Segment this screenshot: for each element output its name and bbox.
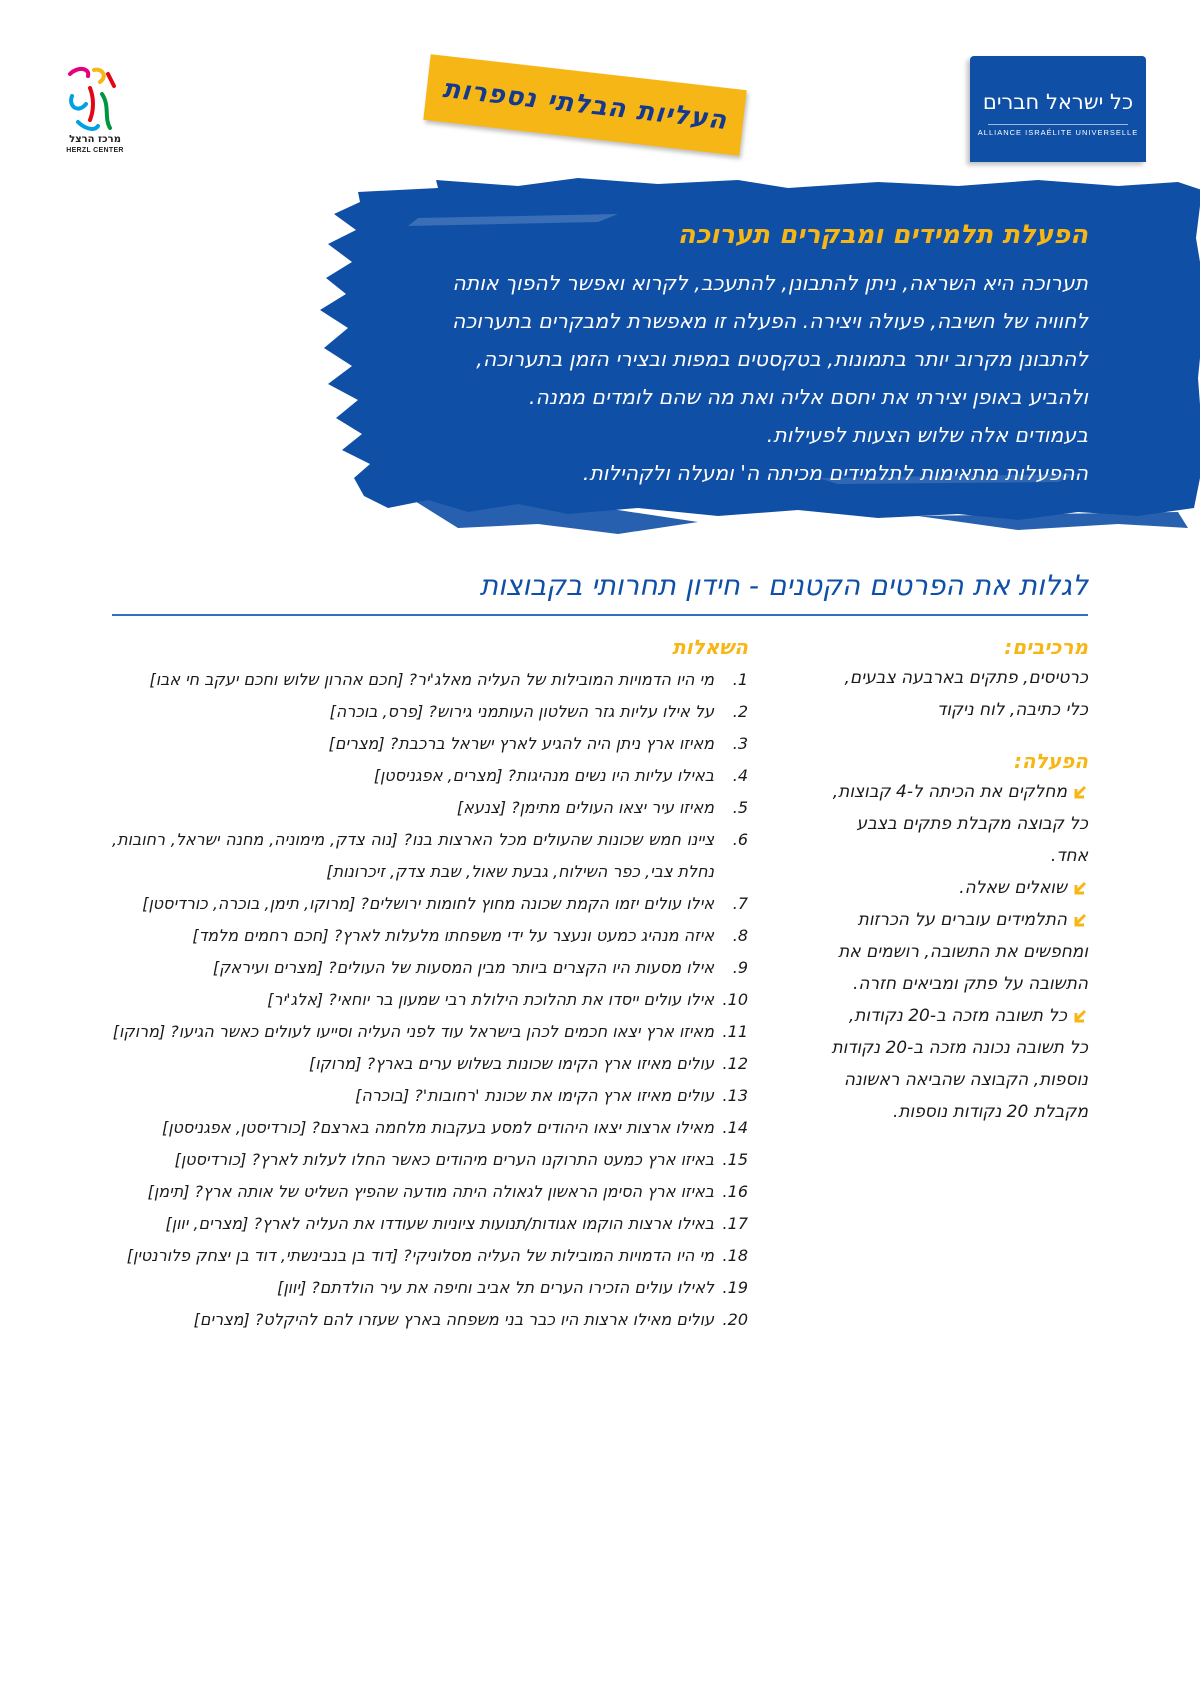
- question-item: [112, 1208, 748, 1240]
- question-item: [112, 728, 748, 760]
- question-number: 6.: [732, 830, 748, 849]
- intro-line: לחוויה של חשיבה, פעולה ויצירה. הפעלה זו מאפשרת למבקרים בתערוכה: [452, 309, 1088, 333]
- question-item: [112, 888, 748, 920]
- question-item: [112, 1048, 748, 1080]
- question-number: 14.: [722, 1118, 748, 1137]
- question-item: [112, 664, 748, 696]
- question-number: 8.: [732, 926, 748, 945]
- instructions-column: [826, 632, 1088, 1128]
- question-text: באיזו ארץ כמעט התרוקנו הערים מיהודים כאשר החלו לעלות לארץ? [כורדיסטן]: [174, 1150, 714, 1169]
- question-text: עולים מאילו ארצות היו כבר בני משפחה בארץ שעזרו להם להיקלט? [מצרים]: [193, 1310, 714, 1329]
- question-item: [112, 760, 748, 792]
- activity-step: [826, 904, 1088, 1000]
- question-item: [112, 1080, 748, 1112]
- question-number: 2.: [732, 702, 748, 721]
- components-title: מרכיבים:: [1004, 635, 1088, 659]
- activity-step-text: מחלקים את הכיתה ל-4 קבוצות, כל קבוצה מקבלת פתקים בצבע אחד.: [832, 782, 1088, 866]
- activity-step-text: התלמידים עוברים על הכרזות ומחפשים את התשובה, רושמים את התשובה על פתק ומביאים חזרה.: [838, 910, 1088, 994]
- question-item: [112, 1144, 748, 1176]
- activity-step-text: כל תשובה מזכה ב-20 נקודות, כל תשובה נכונה מזכה ב-20 נקודות נוספות, הקבוצה שהביאה ראשונה מקבלת 20 נקודות נוספות.: [831, 1006, 1088, 1122]
- question-text: אילו מסעות היו הקצרים ביותר מבין המסעות של העולים? [מצרים ועיראק]: [212, 958, 714, 977]
- activity-step: [826, 1000, 1088, 1128]
- questions-title: השאלות: [672, 635, 748, 659]
- question-item: [112, 824, 748, 888]
- activity-step-text: שואלים שאלה.: [959, 878, 1067, 898]
- question-number: 11.: [722, 1022, 748, 1041]
- question-item: [112, 1240, 748, 1272]
- activity-step: [826, 776, 1088, 872]
- herzl-logo-hebrew: מרכז הרצל: [69, 134, 121, 145]
- question-text: ציינו חמש שכונות שהעולים מכל הארצות בנו? [נוה צדק, מימוניה, מחנה ישראל, רחובות, נחלת צבי, כפר השילוח, גבעת שאול, שבת צדק, זיכרונות]: [112, 830, 714, 881]
- question-text: איזה מנהיג כמעט ונעצר על ידי משפחתו מלעלות לארץ? [חכם רחמים מלמד]: [192, 926, 714, 945]
- question-number: 19.: [722, 1278, 748, 1297]
- question-text: אילו עולים ייסדו את תהלוכת הילולת רבי שמעון בר יוחאי? [אלג'יר]: [267, 990, 714, 1009]
- components-text: כרטיסים, פתקים בארבעה צבעים, כלי כתיבה, לוח ניקוד: [844, 668, 1088, 720]
- herzl-logo-mark-icon: [64, 66, 126, 136]
- alliance-logo-hebrew: כל ישראל חברים: [982, 90, 1134, 114]
- question-item: [112, 696, 748, 728]
- intro-line: ההפעלות מתאימות לתלמידים מכיתה ה' ומעלה ולקהילות.: [582, 461, 1088, 485]
- question-text: באיזו ארץ הסימן הראשון לגאולה היתה מודעה שהפיץ השליט של אותה ארץ? [תימן]: [147, 1182, 714, 1201]
- alliance-logo-divider: [988, 124, 1128, 125]
- question-text: מאיזו ארץ ניתן היה להגיע לארץ ישראל ברכבת? [מצרים]: [328, 734, 714, 753]
- activity-title: הפעלה:: [1013, 749, 1088, 773]
- question-number: 5.: [732, 798, 748, 817]
- question-number: 4.: [732, 766, 748, 785]
- question-number: 17.: [722, 1214, 748, 1233]
- question-text: מי היו הדמויות המובילות של העליה מסלוניקי? [דוד בן בנבינשתי, דוד בן יצחק פלורנטין]: [126, 1246, 714, 1265]
- question-number: 3.: [732, 734, 748, 753]
- question-text: מאיזו ארץ יצאו חכמים לכהן בישראל עוד לפני העליה וסייעו לעולים כאשר הגיעו? [מרוקו]: [112, 1022, 714, 1041]
- intro-line: תערוכה היא השראה, ניתן להתבונן, להתעכב, לקרוא ואפשר להפוך אותה: [452, 271, 1088, 295]
- question-number: 1.: [732, 670, 748, 689]
- arrow-bullet-icon: [1073, 913, 1088, 928]
- question-text: באילו ארצות הוקמו אגודות/תנועות ציוניות שעודדו את העליה לארץ? [מצרים, יוון]: [165, 1214, 714, 1233]
- section-divider: [112, 614, 1088, 616]
- question-item: [112, 1304, 748, 1336]
- question-number: 15.: [722, 1150, 748, 1169]
- herzl-logo-english: HERZL CENTER: [66, 147, 124, 154]
- question-number: 9.: [732, 958, 748, 977]
- question-text: באילו עליות היו נשים מנהיגות? [מצרים, אפגניסטן]: [373, 766, 714, 785]
- questions-column: [112, 632, 748, 1336]
- question-text: עולים מאיזו ארץ הקימו את שכונת 'רחובות'? [בוכרה]: [355, 1086, 714, 1105]
- question-number: 16.: [722, 1182, 748, 1201]
- question-item: [112, 984, 748, 1016]
- banner-title: העליות הבלתי נספרות: [441, 73, 729, 137]
- question-number: 12.: [722, 1054, 748, 1073]
- intro-line: להתבונן מקרוב יותר בתמונות, בטקסטים במפות ובצירי הזמן בתערוכה,: [476, 347, 1088, 371]
- activity-steps: [826, 776, 1088, 1128]
- question-text: לאילו עולים הזכירו הערים תל אביב וחיפה את עיר הולדתם? [יוון]: [277, 1278, 714, 1297]
- alliance-logo-english: ALLIANCE ISRAÉLITE UNIVERSELLE: [977, 128, 1139, 137]
- question-text: אילו עולים יזמו הקמת שכונה מחוץ לחומות ירושלים? [מרוקו, תימן, בוכרה, כורדיסטן]: [142, 894, 714, 913]
- questions-list: [112, 664, 748, 1336]
- question-number: 13.: [722, 1086, 748, 1105]
- intro-title: הפעלת תלמידים ומבקרים תערוכה: [677, 220, 1088, 250]
- arrow-bullet-icon: [1073, 881, 1088, 896]
- question-item: [112, 920, 748, 952]
- intro-line: בעמודים אלה שלוש הצעות לפעילות.: [766, 423, 1088, 447]
- question-number: 18.: [722, 1246, 748, 1265]
- question-item: [112, 1272, 748, 1304]
- question-text: מאילו ארצות יצאו היהודים למסע בעקבות מלחמה בארצם? [כורדיסטן, אפגניסטן]: [161, 1118, 714, 1137]
- intro-line: ולהביע באופן יצירתי את יחסם אליה ואת מה שהם לומדים ממנה.: [528, 385, 1088, 409]
- intro-block: [360, 220, 1088, 492]
- question-item: [112, 1112, 748, 1144]
- question-text: מאיזו עיר יצאו העולים מתימן? [צנעא]: [456, 798, 714, 817]
- question-number: 20.: [722, 1310, 748, 1329]
- question-item: [112, 952, 748, 984]
- question-number: 10.: [722, 990, 748, 1009]
- alliance-logo: [970, 56, 1146, 162]
- arrow-bullet-icon: [1073, 1009, 1088, 1024]
- question-text: מי היו הדמויות המובילות של העליה מאלג'יר? [חכם אהרון שלוש וחכם יעקב חי אבו]: [149, 670, 714, 689]
- title-banner: [420, 60, 750, 160]
- arrow-bullet-icon: [1073, 785, 1088, 800]
- question-item: [112, 1016, 748, 1048]
- herzl-center-logo: [58, 66, 132, 162]
- question-item: [112, 792, 748, 824]
- question-number: 7.: [732, 894, 748, 913]
- question-text: עולים מאיזו ארץ הקימו שכונות בשלוש ערים בארץ? [מרוקו]: [309, 1054, 714, 1073]
- title-banner-label-box: [423, 54, 746, 156]
- section-title: לגלות את הפרטים הקטנים - חידון תחרותי בקבוצות: [479, 569, 1088, 602]
- question-item: [112, 1176, 748, 1208]
- activity-step: [826, 872, 1088, 904]
- question-text: על אילו עליות גזר השלטון העותמני גירוש? [פרס, בוכרה]: [329, 702, 714, 721]
